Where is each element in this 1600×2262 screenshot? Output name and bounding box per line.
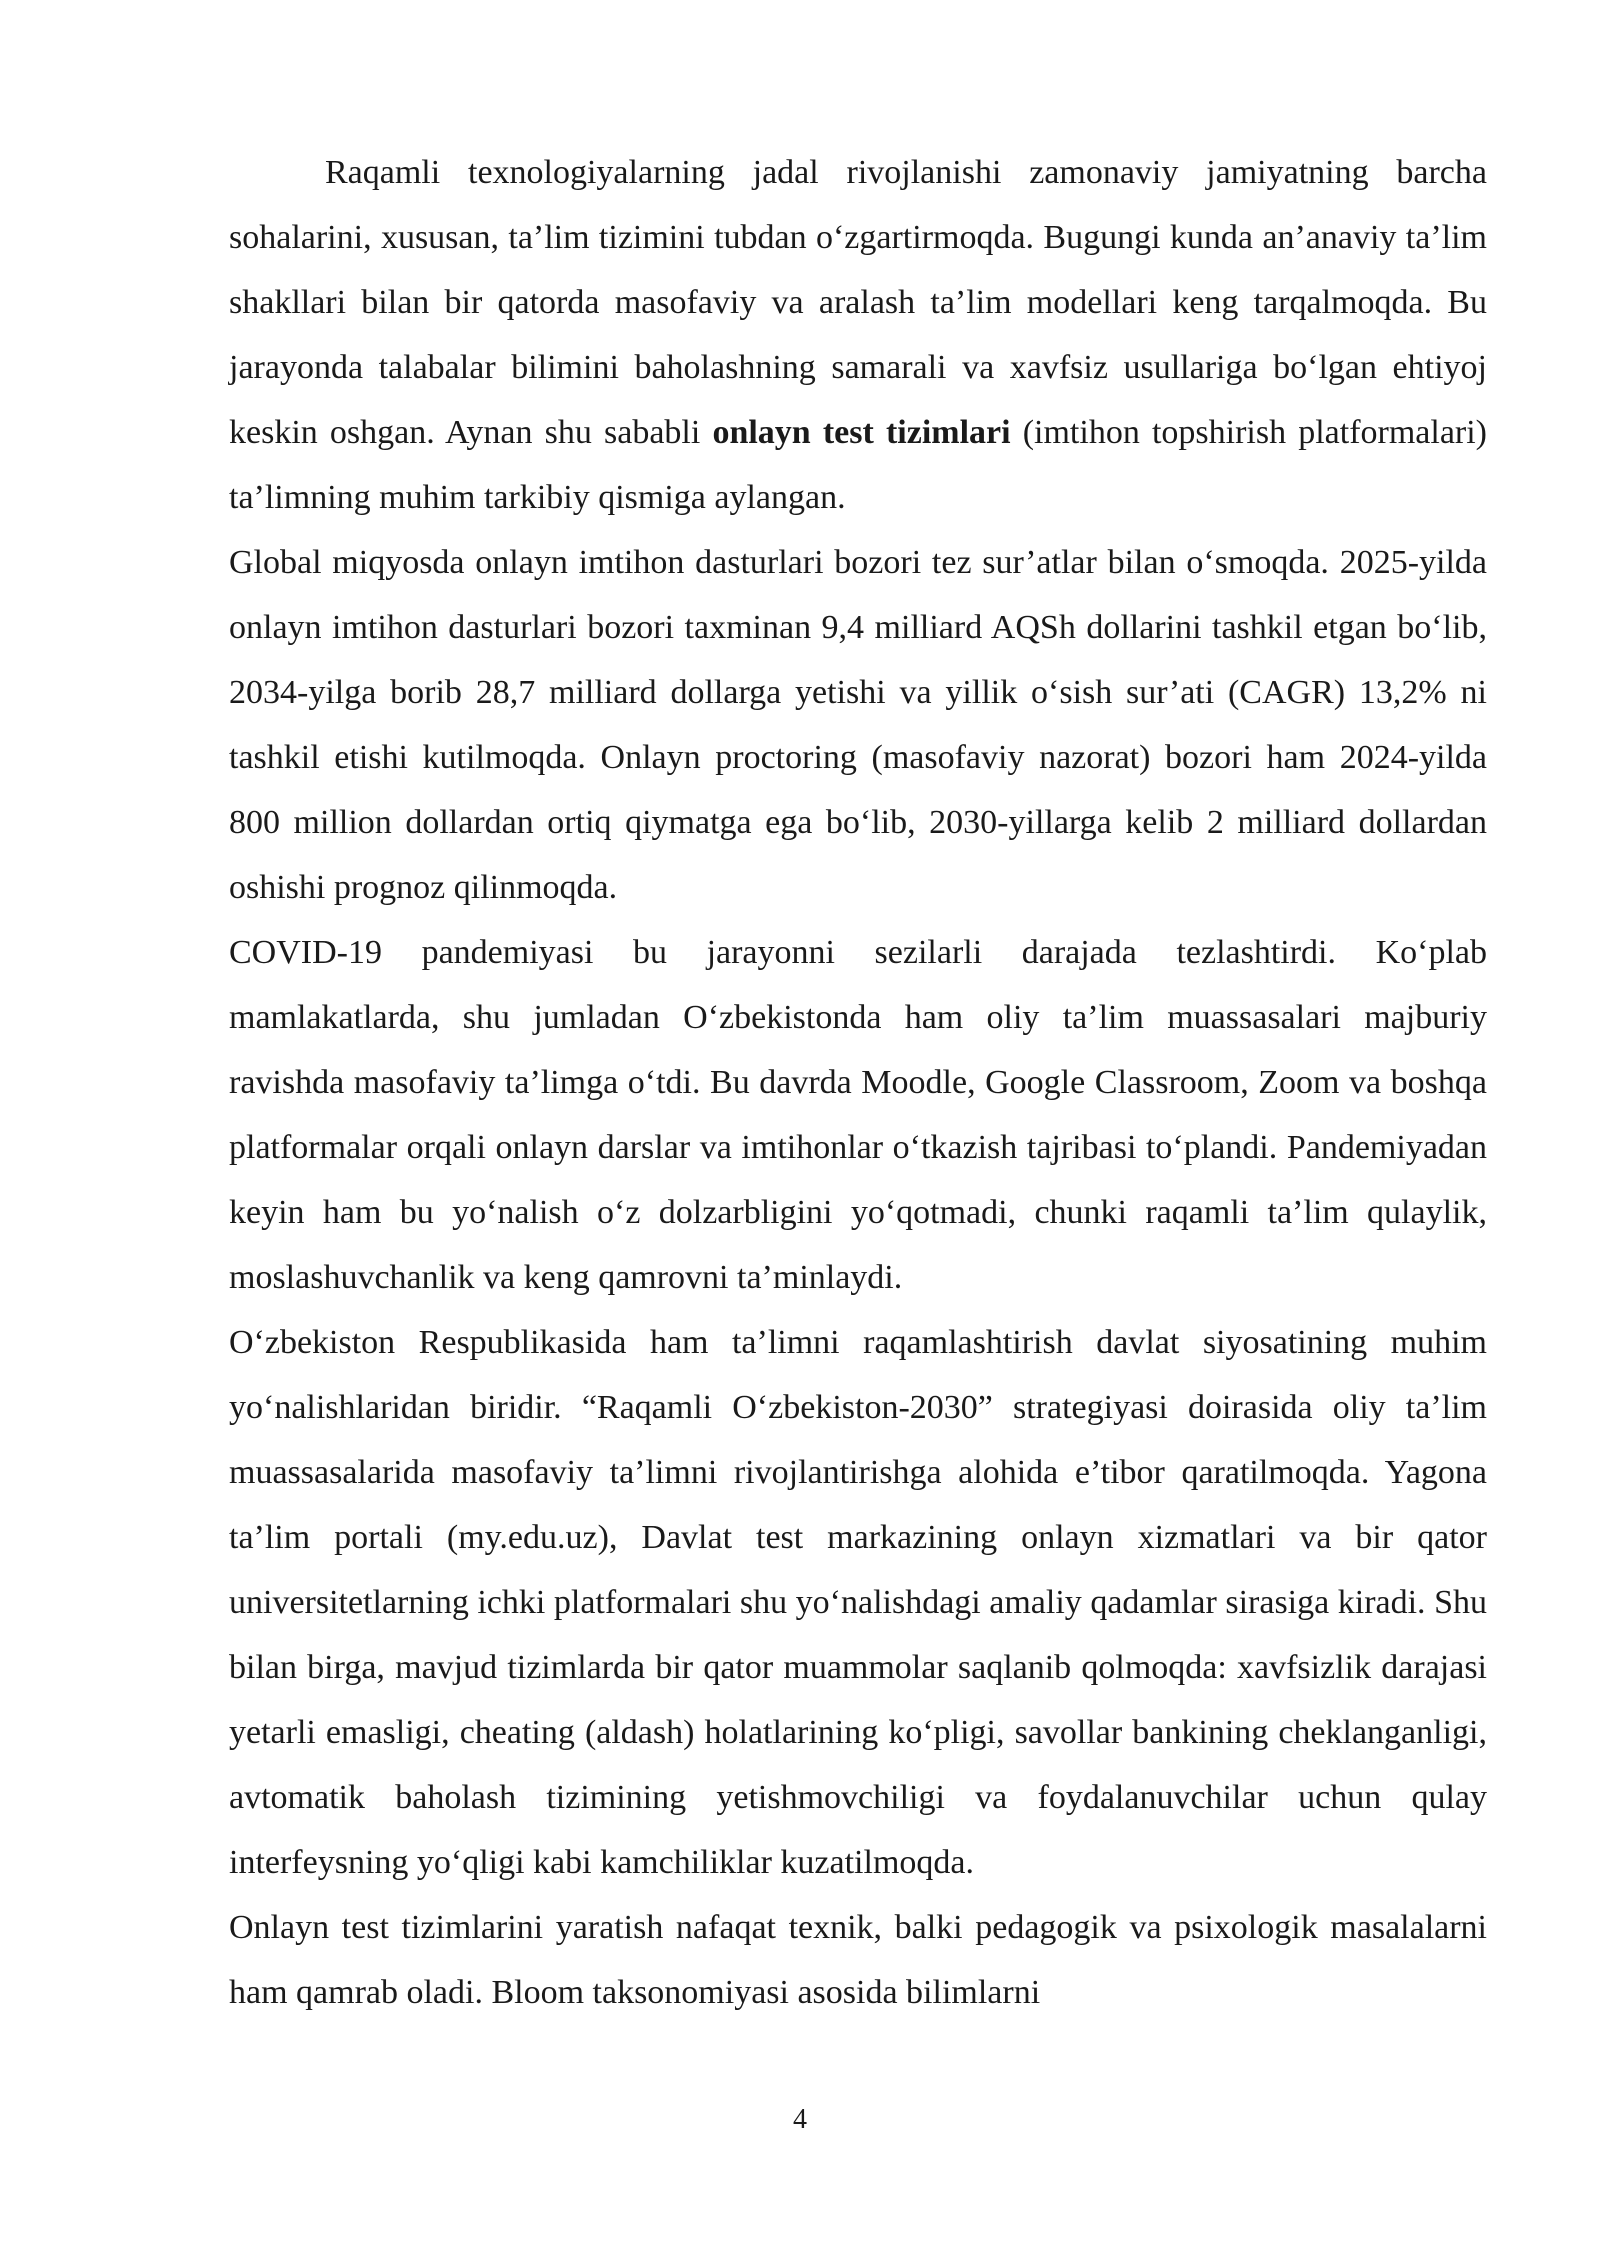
paragraph-global-market: Global miqyosda onlayn imtihon dasturlari bozori tez sur’atlar bilan o‘smoqda. 2025-yilda onlayn imtihon dasturlari bozori taxminan 9,4 milliard AQSh dollarini tashkil etgan bo‘lib, 2034-yilga borib 28,7 milliard dollarga yetishi va yillik o‘sish sur’ati (CAGR) 13,2% ni tashkil etishi kutilmoqda. Onlayn proctoring (masofaviy nazorat) bozori ham 2024-yilda 800 million dollardan ortiq qiymatga ega bo‘lib, 2030-yillarga kelib 2 milliard dollardan oshishi prognoz qilinmoqda. bbox=[229, 544, 1487, 906]
paragraph-uzbekistan: O‘zbekiston Respublikasida ham ta’limni raqamlashtirish davlat siyosatining muhim yo‘nalishlaridan biridir. “Raqamli O‘zbekiston-2030” strategiyasi doirasida oliy ta’lim muassasalarida masofaviy ta’limni rivojlantirishga alohida e’tibor qaratilmoqda. Yagona ta’lim portali (my.edu.uz), Davlat test markazining onlayn xizmatlari va bir qator universitetlarning ichki platformalari shu yo‘nalishdagi amaliy qadamlar sirasiga kiradi. Shu bilan birga, mavjud tizimlarda bir qator muammolar saqlanib qolmoqda: xavfsizlik darajasi yetarli emasligi, cheating (aldash) holatlarining ko‘pligi, savollar bankining cheklanganligi, avtomatik baholash tizimining yetishmovchiligi va foydalanuvchilar uchun qulay interfeysning yo‘qligi kabi kamchiliklar kuzatilmoqda. bbox=[229, 1324, 1487, 1881]
paragraph-intro-text: Raqamli texnologiyalarning jadal rivojlanishi zamonaviy jamiyatning barcha sohalarini, xususan, ta’lim tizimini tubdan o‘zgartirmoqda. Bugungi kunda an’anaviy ta’lim shakllari bilan bir qatorda masofaviy va aralash ta’lim modellari keng tarqalmoqda. Bu jarayonda talabalar bilimini baholashning samarali va xavfsiz usullariga bo‘lgan ehtiyoj keskin oshgan. Aynan shu sababli bbox=[229, 154, 1487, 451]
bold-term-onlayn-test-tizimlari: onlayn test tizimlari bbox=[712, 414, 1011, 451]
paragraph-intro-text-end: (imtihon topshirish platformalari) ta’limning muhim tarkibiy qismiga aylangan. bbox=[229, 414, 1488, 516]
document-body bbox=[229, 140, 1487, 2025]
page-number: 4 bbox=[793, 2104, 807, 2135]
paragraph-intro bbox=[229, 140, 1487, 530]
paragraph-online-test-systems: Onlayn test tizimlarini yaratish nafaqat texnik, balki pedagogik va psixologik masalalarni ham qamrab oladi. Bloom taksonomiyasi asosida bilimlarni bbox=[229, 1909, 1487, 2011]
paragraph-covid: COVID-19 pandemiyasi bu jarayonni sezilarli darajada tezlashtirdi. Ko‘plab mamlakatlarda, shu jumladan O‘zbekistonda ham oliy ta’lim muassasalari majburiy ravishda masofaviy ta’limga o‘tdi. Bu davrda Moodle, Google Classroom, Zoom va boshqa platformalar orqali onlayn darslar va imtihonlar o‘tkazish tajribasi to‘plandi. Pandemiyadan keyin ham bu yo‘nalish o‘z dolzarbligini yo‘qotmadi, chunki raqamli ta’lim qulaylik, moslashuvchanlik va keng qamrovni ta’minlaydi. bbox=[229, 934, 1487, 1296]
